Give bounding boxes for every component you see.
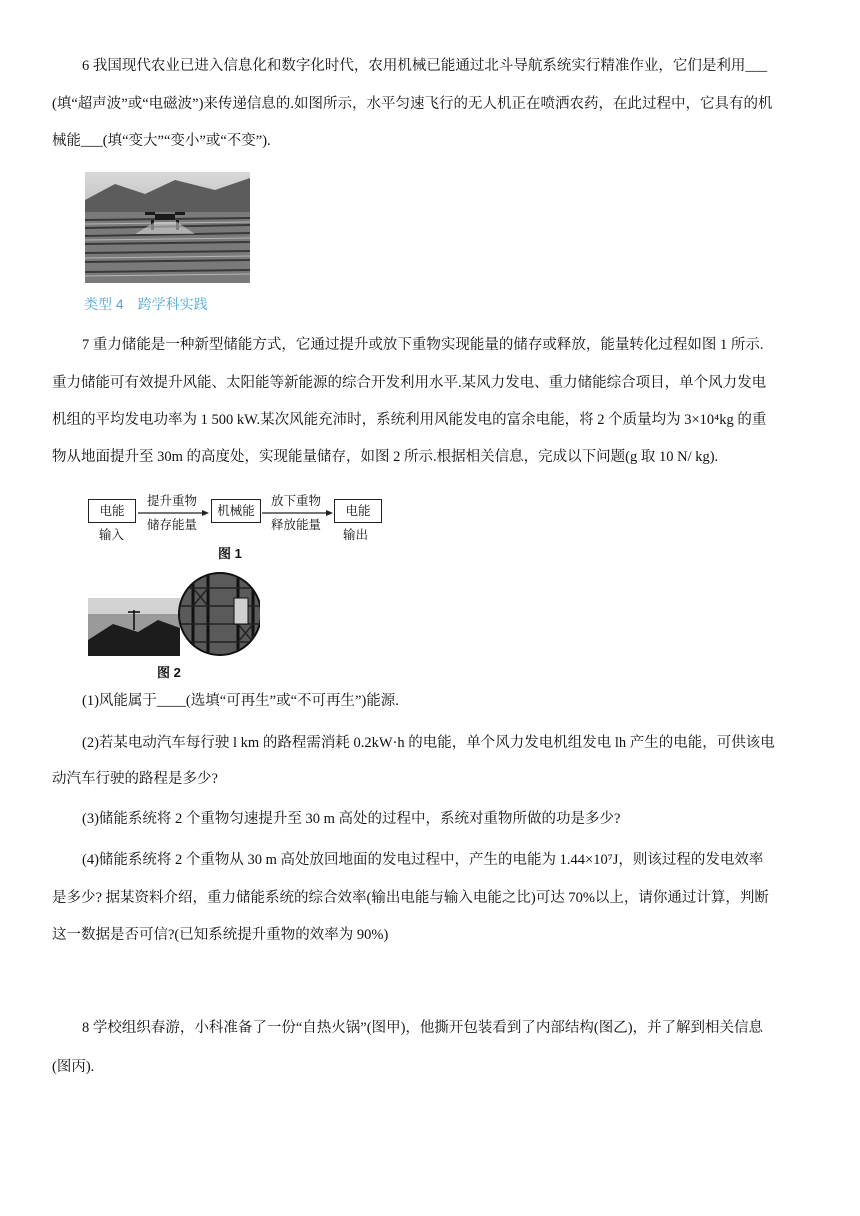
arrow-2-bottom-label: 释放能量 <box>270 518 321 532</box>
question-8-cont <box>52 1049 808 1086</box>
gravity-storage-illustration <box>88 570 260 658</box>
sub-question-1 <box>52 683 808 720</box>
question-7-cont <box>52 365 808 476</box>
figure-1-caption: 图 1 <box>218 546 242 561</box>
drone-photo-illustration <box>85 172 250 283</box>
drone-spraying-photo <box>85 172 250 283</box>
sub-question-2-line-1: (2)若某电动汽车每行驶 l km 的路程需消耗 0.2kW·h 的电能，单个风力发电机组发电 lh 产生的电能，可供该电 <box>82 735 775 751</box>
question-8-line-1: 8 学校组织春游，小科准备了一份“自热火锅”(图甲)，他撕开包装看到了内部结构(图乙)，并了解到相关信息 <box>82 1020 764 1036</box>
arrow-1-bottom-label: 储存能量 <box>146 518 197 532</box>
question-6 <box>52 48 808 85</box>
section-heading: 类型 4 跨学科实践 <box>84 296 208 312</box>
flow-box-electric-input: 电能 <box>88 499 136 523</box>
label-input: 输入 <box>99 528 125 542</box>
question-6-line-1: 6 我国现代农业已进入信息化和数字化时代，农用机械已能通过北斗导航系统实行精准作业，它们是利用___ <box>82 58 768 74</box>
sub-question-1-text: (1)风能属于____(选填“可再生”或“不可再生”)能源. <box>82 693 399 709</box>
sub-question-4-line-3: 这一数据是否可信?(已知系统提升重物的效率为 90%) <box>52 927 389 943</box>
question-6-line-2: (填“超声波”或“电磁波”)来传递信息的.如图所示，水平匀速飞行的无人机正在喷洒农药，在此过程中，它具有的机 <box>52 96 773 112</box>
question-7-line-4: 物从地面提升至 30m 的高度处，实现能量储存，如图 2 所示.根据相关信息，完成以下问题(g 取 10 N/ kg). <box>52 449 719 465</box>
sub-question-4 <box>52 842 808 879</box>
flow-box-mechanical: 机械能 <box>211 499 261 523</box>
sub-question-4-line-2: 是多少? 据某资料介绍，重力储能系统的综合效率(输出电能与输入电能之比)可达 70%以上，请你通过计算，判断 <box>52 890 769 906</box>
question-6-cont <box>52 86 808 160</box>
figure-2-gravity-storage-photo <box>88 570 260 658</box>
question-8 <box>52 1010 808 1047</box>
question-7 <box>52 327 808 364</box>
question-7-line-1: 7 重力储能是一种新型储能方式，它通过提升或放下重物实现能量的储存或释放，能量转化过程如图 1 所示. <box>82 337 764 353</box>
question-8-line-2: (图丙). <box>52 1059 95 1075</box>
sub-question-3 <box>52 801 808 838</box>
sub-question-4-cont <box>52 880 808 954</box>
sub-question-3-text: (3)储能系统将 2 个重物匀速提升至 30 m 高处的过程中，系统对重物所做的功是多少? <box>82 811 621 827</box>
arrow-1-top-label: 提升重物 <box>146 494 197 508</box>
sub-question-2 <box>52 725 808 762</box>
question-7-line-3: 机组的平均发电功率为 1 500 kW.某次风能充沛时，系统利用风能发电的富余电能，将 2 个质量均为 3×10⁴kg 的重 <box>52 412 767 428</box>
arrow-2-top-label: 放下重物 <box>270 494 321 508</box>
sub-question-4-line-1: (4)储能系统将 2 个重物从 30 m 高处放回地面的发电过程中，产生的电能为 1.44×10⁷J，则该过程的发电效率 <box>82 852 764 868</box>
question-6-line-3: 械能___(填“变大”“变小”或“不变”). <box>52 133 271 149</box>
question-7-line-2: 重力储能可有效提升风能、太阳能等新能源的综合开发利用水平.某风力发电、重力储能综合项目，单个风力发电 <box>52 375 767 391</box>
figure-2-caption: 图 2 <box>157 665 181 680</box>
flow-box-electric-output: 电能 <box>334 499 382 523</box>
figure-1-energy-flow <box>86 495 386 575</box>
label-output: 输出 <box>343 528 369 542</box>
sub-question-2-cont <box>52 761 808 798</box>
sub-question-2-line-2: 动汽车行驶的路程是多少? <box>52 771 218 787</box>
